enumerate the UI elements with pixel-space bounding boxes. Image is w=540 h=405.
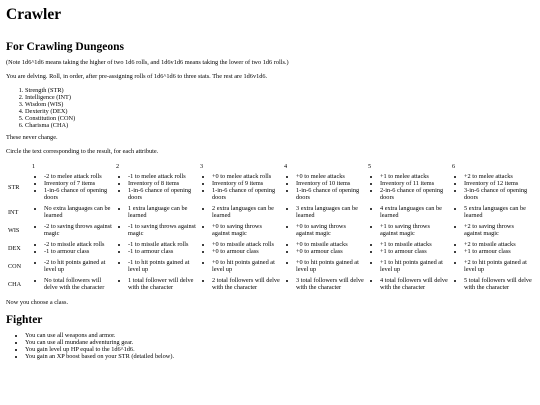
cell-list: [200, 241, 280, 255]
cell-list: [32, 277, 112, 291]
cell-list: [284, 173, 364, 201]
list-item: • -1 to armour class: [128, 248, 196, 255]
cell-list: [116, 173, 196, 201]
list-item: • Inventory of 12 items: [464, 180, 532, 187]
list-item: • +0 to missile attack rolls: [212, 241, 280, 248]
list-item: • -2 to missile attack rolls: [44, 241, 112, 248]
table-cell: [114, 275, 198, 293]
cell-list: [284, 277, 364, 291]
table-cell: [30, 257, 114, 275]
table-cell: [114, 221, 198, 239]
list-item: • +2 to missile attacks: [464, 241, 532, 248]
list-item: • You gain level up HP equal to the 1d6^1d6.: [25, 346, 534, 353]
cell-list: [116, 277, 196, 291]
list-item: • 3 total followers will delve with the character: [296, 277, 364, 291]
table-row: [6, 257, 534, 275]
table-cell: [450, 239, 534, 257]
column-header: 4: [284, 163, 288, 170]
list-item: • +2 to melee attacks: [464, 173, 532, 180]
list-item: • +0 to armour class: [212, 248, 280, 255]
fighter-list: [6, 332, 534, 360]
fighter-heading: Fighter: [6, 314, 43, 326]
list-item: • +1 to missile attacks: [380, 241, 448, 248]
list-item: 6. Charisma (CHA): [25, 122, 534, 129]
list-item: • 1 total follower will delve with the character: [128, 277, 196, 291]
table-cell: [282, 275, 366, 293]
table-cell: [114, 203, 198, 221]
list-item: • 1-in-6 chance of opening doors: [212, 187, 280, 201]
list-item: • -1 to armour class: [44, 248, 112, 255]
table-cell: [198, 257, 282, 275]
attribute-label: DEX: [8, 244, 21, 252]
list-item: • 5 total followers will delve with the character: [464, 277, 532, 291]
list-item: • +0 to melee attack rolls: [212, 173, 280, 180]
cell-list: [368, 259, 448, 273]
attribute-label: WIS: [8, 226, 20, 234]
list-item: • 4 extra languages can be learned: [380, 205, 448, 219]
list-item: • +0 to hit points gained at level up: [212, 259, 280, 273]
table-cell: [282, 171, 366, 203]
list-item: • 1-in-6 chance of opening doors: [296, 187, 364, 201]
circle-instruction: Circle the text corresponding to the result, for each attribute.: [6, 148, 159, 155]
list-item: • 1-in-6 chance of opening doors: [128, 187, 196, 201]
list-item: • +0 to saving throws against magic: [212, 223, 280, 237]
list-item: 4. Dexterity (DEX): [25, 108, 534, 115]
list-item: • 2 extra languages can be learned: [212, 205, 280, 219]
column-header: 6: [452, 163, 456, 170]
column-header: 2: [116, 163, 120, 170]
stats-list: [6, 87, 534, 129]
list-item: • -2 to saving throws against magic: [44, 223, 112, 237]
cell-list: [452, 241, 532, 255]
list-item: • -2 to melee attack rolls: [44, 173, 112, 180]
column-header: 1: [32, 163, 36, 170]
list-item: • No total followers will delve with the character: [44, 277, 112, 291]
cell-list: [284, 259, 364, 273]
list-item: • 3 extra languages can be learned: [296, 205, 364, 219]
table-cell: [198, 221, 282, 239]
cell-list: [284, 241, 364, 255]
table-cell: [450, 221, 534, 239]
table-row: [6, 171, 534, 203]
table-cell: [114, 257, 198, 275]
table-cell: [114, 171, 198, 203]
attribute-table: [6, 162, 534, 293]
column-header: 5: [368, 163, 372, 170]
list-item: • You can use all weapons and armor.: [25, 332, 534, 339]
cell-list: [32, 205, 112, 219]
list-item: • -1 to melee attack rolls: [128, 173, 196, 180]
cell-list: [116, 241, 196, 255]
list-item: • 1-in-6 chance of opening doors: [44, 187, 112, 201]
table-cell: [30, 239, 114, 257]
list-item: • 1 extra language can be learned: [128, 205, 196, 219]
dice-note: (Note 1d6^1d6 means taking the higher of two 1d6 rolls, and 1d6v1d6 means taking the lower of two 1d6 rolls.): [6, 59, 289, 66]
cell-list: [200, 223, 280, 237]
cell-list: [32, 173, 112, 201]
table-cell: [366, 275, 450, 293]
list-item: • +0 to missile attacks: [296, 241, 364, 248]
list-item: • -1 to missile attack rolls: [128, 241, 196, 248]
list-item: 3. Wisdom (WIS): [25, 101, 534, 108]
column-header: 3: [200, 163, 204, 170]
list-item: • +1 to saving throws against magic: [380, 223, 448, 237]
list-item: • +0 to melee attacks: [296, 173, 364, 180]
table-row: [6, 239, 534, 257]
table-cell: [30, 203, 114, 221]
cell-list: [116, 259, 196, 273]
cell-list: [200, 173, 280, 201]
list-item: 2. Intelligence (INT): [25, 94, 534, 101]
list-item: • 2-in-6 chance of opening doors: [380, 187, 448, 201]
table-cell: [366, 221, 450, 239]
table-cell: [30, 171, 114, 203]
list-item: • +0 to hit points gained at level up: [296, 259, 364, 273]
table-cell: [30, 221, 114, 239]
list-item: • -1 to saving throws against magic: [128, 223, 196, 237]
attribute-label: INT: [8, 208, 19, 216]
cell-list: [116, 223, 196, 237]
cell-list: [116, 205, 196, 219]
table-cell: [450, 275, 534, 293]
cell-list: [368, 277, 448, 291]
cell-list: [452, 173, 532, 201]
list-item: • +1 to armour class: [464, 248, 532, 255]
cell-list: [368, 241, 448, 255]
list-item: • 3-in-6 chance of opening doors: [464, 187, 532, 201]
list-item: • +0 to saving throws against magic: [296, 223, 364, 237]
cell-list: [200, 277, 280, 291]
list-item: • Inventory of 9 items: [212, 180, 280, 187]
table-cell: [282, 257, 366, 275]
table-cell: [198, 275, 282, 293]
cell-list: [452, 223, 532, 237]
table-cell: [366, 257, 450, 275]
cell-list: [32, 223, 112, 237]
list-item: • -1 to hit points gained at level up: [128, 259, 196, 273]
table-cell: [450, 171, 534, 203]
list-item: • -2 to hit points gained at level up: [44, 259, 112, 273]
cell-list: [32, 259, 112, 273]
list-item: • +0 to armour class: [296, 248, 364, 255]
list-item: • +1 to armour class: [380, 248, 448, 255]
table-header-row: [6, 162, 534, 171]
table-cell: [114, 239, 198, 257]
list-item: • 2 total followers will delve with the character: [212, 277, 280, 291]
table-cell: [282, 221, 366, 239]
table-cell: [282, 239, 366, 257]
column-header: [6, 162, 30, 171]
table-cell: [198, 171, 282, 203]
cell-list: [452, 277, 532, 291]
attribute-label: CON: [8, 262, 22, 270]
table-cell: [450, 203, 534, 221]
cell-list: [452, 205, 532, 219]
cell-list: [368, 223, 448, 237]
cell-list: [284, 205, 364, 219]
list-item: • No extra languages can be learned: [44, 205, 112, 219]
list-item: • +2 to hit points gained at level up: [464, 259, 532, 273]
list-item: • +2 to saving throws against magic: [464, 223, 532, 237]
choose-class-text: Now you choose a class.: [6, 299, 69, 306]
list-item: • +1 to melee attacks: [380, 173, 448, 180]
cell-list: [452, 259, 532, 273]
cell-list: [200, 259, 280, 273]
list-item: • Inventory of 11 items: [380, 180, 448, 187]
cell-list: [284, 223, 364, 237]
list-item: • Inventory of 7 items: [44, 180, 112, 187]
list-item: • You can use all mundane adventuring gear.: [25, 339, 534, 346]
table-cell: [366, 171, 450, 203]
never-change-text: These never change.: [6, 134, 58, 141]
cell-list: [32, 241, 112, 255]
list-item: • 4 total followers will delve with the character: [380, 277, 448, 291]
table-body: [6, 171, 534, 293]
cell-list: [368, 173, 448, 201]
intro-text: You are delving. Roll, in order, after pre-assigning rolls of 1d6^1d6 to three stats. The rest are 1d6v1d6.: [6, 73, 268, 80]
attribute-label: STR: [8, 183, 20, 191]
page-title: Crawler: [6, 6, 62, 23]
list-item: • 5 extra languages can be learned: [464, 205, 532, 219]
table-row: [6, 203, 534, 221]
table-cell: [366, 239, 450, 257]
attribute-label: CHA: [8, 280, 22, 288]
list-item: • Inventory of 8 items: [128, 180, 196, 187]
table-cell: [450, 257, 534, 275]
table-cell: [198, 203, 282, 221]
table-row: [6, 221, 534, 239]
list-item: • You gain an XP boost based on your STR (detailed below).: [25, 353, 534, 360]
cell-list: [200, 205, 280, 219]
list-item: 1. Strength (STR): [25, 87, 534, 94]
cell-list: [368, 205, 448, 219]
table-cell: [366, 203, 450, 221]
table-row: [6, 275, 534, 293]
table-cell: [282, 203, 366, 221]
table-cell: [30, 275, 114, 293]
list-item: 5. Constitution (CON): [25, 115, 534, 122]
section-heading: For Crawling Dungeons: [6, 41, 124, 53]
list-item: • +1 to hit points gained at level up: [380, 259, 448, 273]
table-cell: [198, 239, 282, 257]
list-item: • Inventory of 10 items: [296, 180, 364, 187]
